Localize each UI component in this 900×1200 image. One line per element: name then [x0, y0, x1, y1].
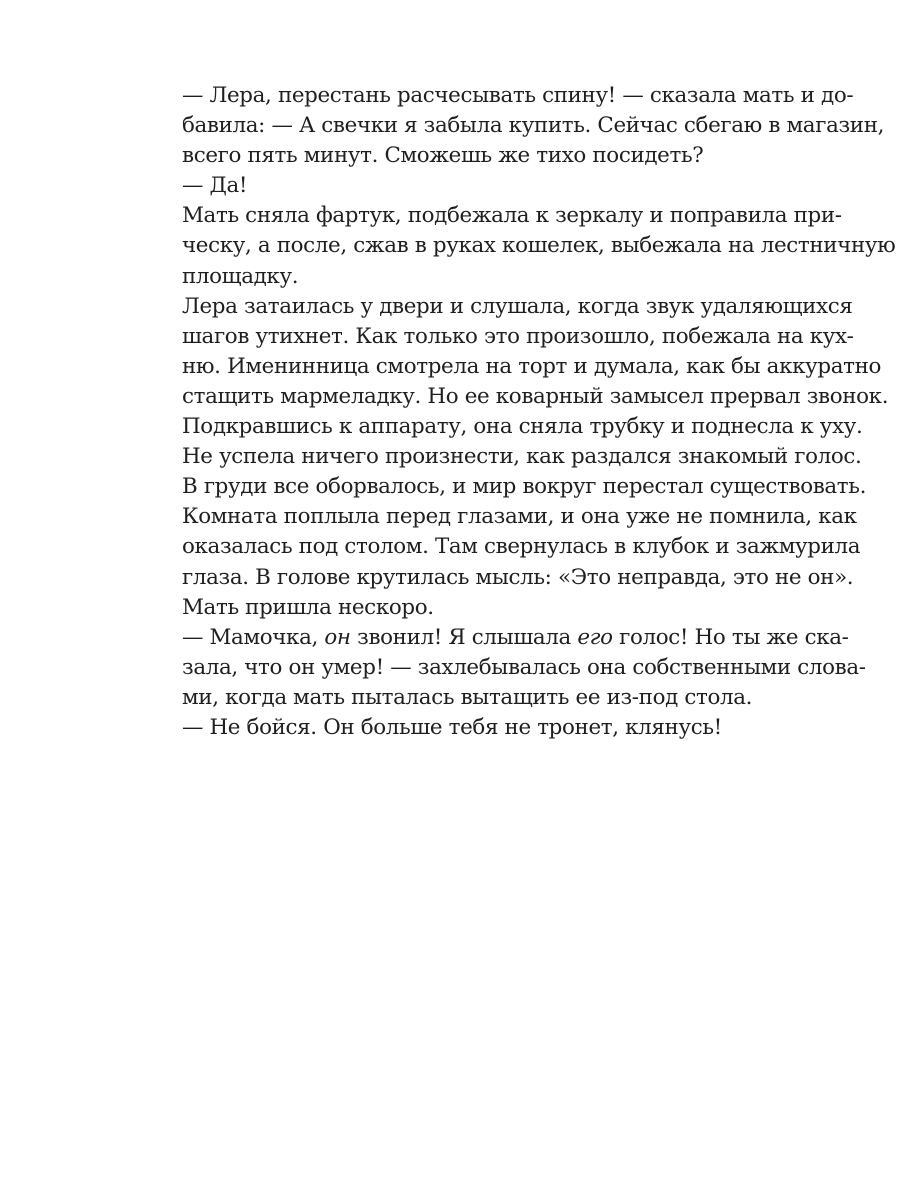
italic-word: его [577, 624, 613, 650]
text-segment: — Мамочка, [182, 624, 325, 650]
text-line: Подкравшись к аппарату, она сняла трубку и поднесла к уху. [182, 414, 863, 440]
text-line: Не успела ничего произнести, как раздался знакомый голос. [182, 444, 862, 470]
text-line: бавила: — А свечки я забыла купить. Сейчас сбегаю в магазин, [182, 113, 885, 139]
text-line: оказалась под столом. Там свернулась в клубок и зажмурила [182, 534, 861, 560]
text-line [147, 623, 849, 653]
paragraph-3 [147, 201, 896, 291]
text-line: зала, что он умер! — захлебывалась она собственными слова- [182, 654, 866, 680]
text-line: Лера затаилась у двери и слушала, когда звук удаляющихся [182, 293, 853, 319]
text-line: всего пять минут. Сможешь же тихо посидеть? [182, 143, 704, 169]
body-text [147, 81, 896, 743]
text-line: ми, когда мать пыталась вытащить ее из-под стола. [182, 684, 753, 710]
paragraph-4 [147, 292, 889, 593]
text-line: глаза. В голове крутилась мысль: «Это неправда, это не он». [182, 564, 854, 590]
text-line: шагов утихнет. Как только это произошло, побежала на кух- [182, 323, 854, 349]
text-line: ню. Именинница смотрела на торт и думала, как бы аккуратно [182, 353, 882, 379]
text-line: Мать пришла нескоро. [182, 594, 434, 620]
paragraph-2 [147, 171, 779, 201]
text-line: В груди все оборвалось, и мир вокруг перестал существовать. [182, 474, 867, 500]
paragraph-7 [147, 713, 779, 743]
paragraph-1 [147, 81, 885, 171]
text-segment: голос! Но ты же ска- [612, 624, 849, 650]
paragraph-5 [147, 593, 779, 623]
text-line: ческу, а после, сжав в руках кошелек, выбежала на лестничную [182, 233, 896, 259]
text-segment: звонил! Я слышала [350, 624, 578, 650]
italic-word: он [324, 624, 351, 650]
text-line: стащить мармеладку. Но ее коварный замысел прервал звонок. [182, 383, 889, 409]
text-line: — Лера, перестань расчесывать спину! — сказала мать и до- [182, 83, 854, 108]
paragraph-6 [147, 623, 866, 713]
text-line: Мать сняла фартук, подбежала к зеркалу и поправила при- [182, 203, 842, 229]
text-line: — Да! [182, 173, 248, 199]
text-line: — Не бойся. Он больше тебя не тронет, клянусь! [182, 714, 722, 740]
text-line: площадку. [182, 263, 299, 289]
text-line: Комната поплыла перед глазами, и она уже не помнила, как [182, 504, 857, 530]
